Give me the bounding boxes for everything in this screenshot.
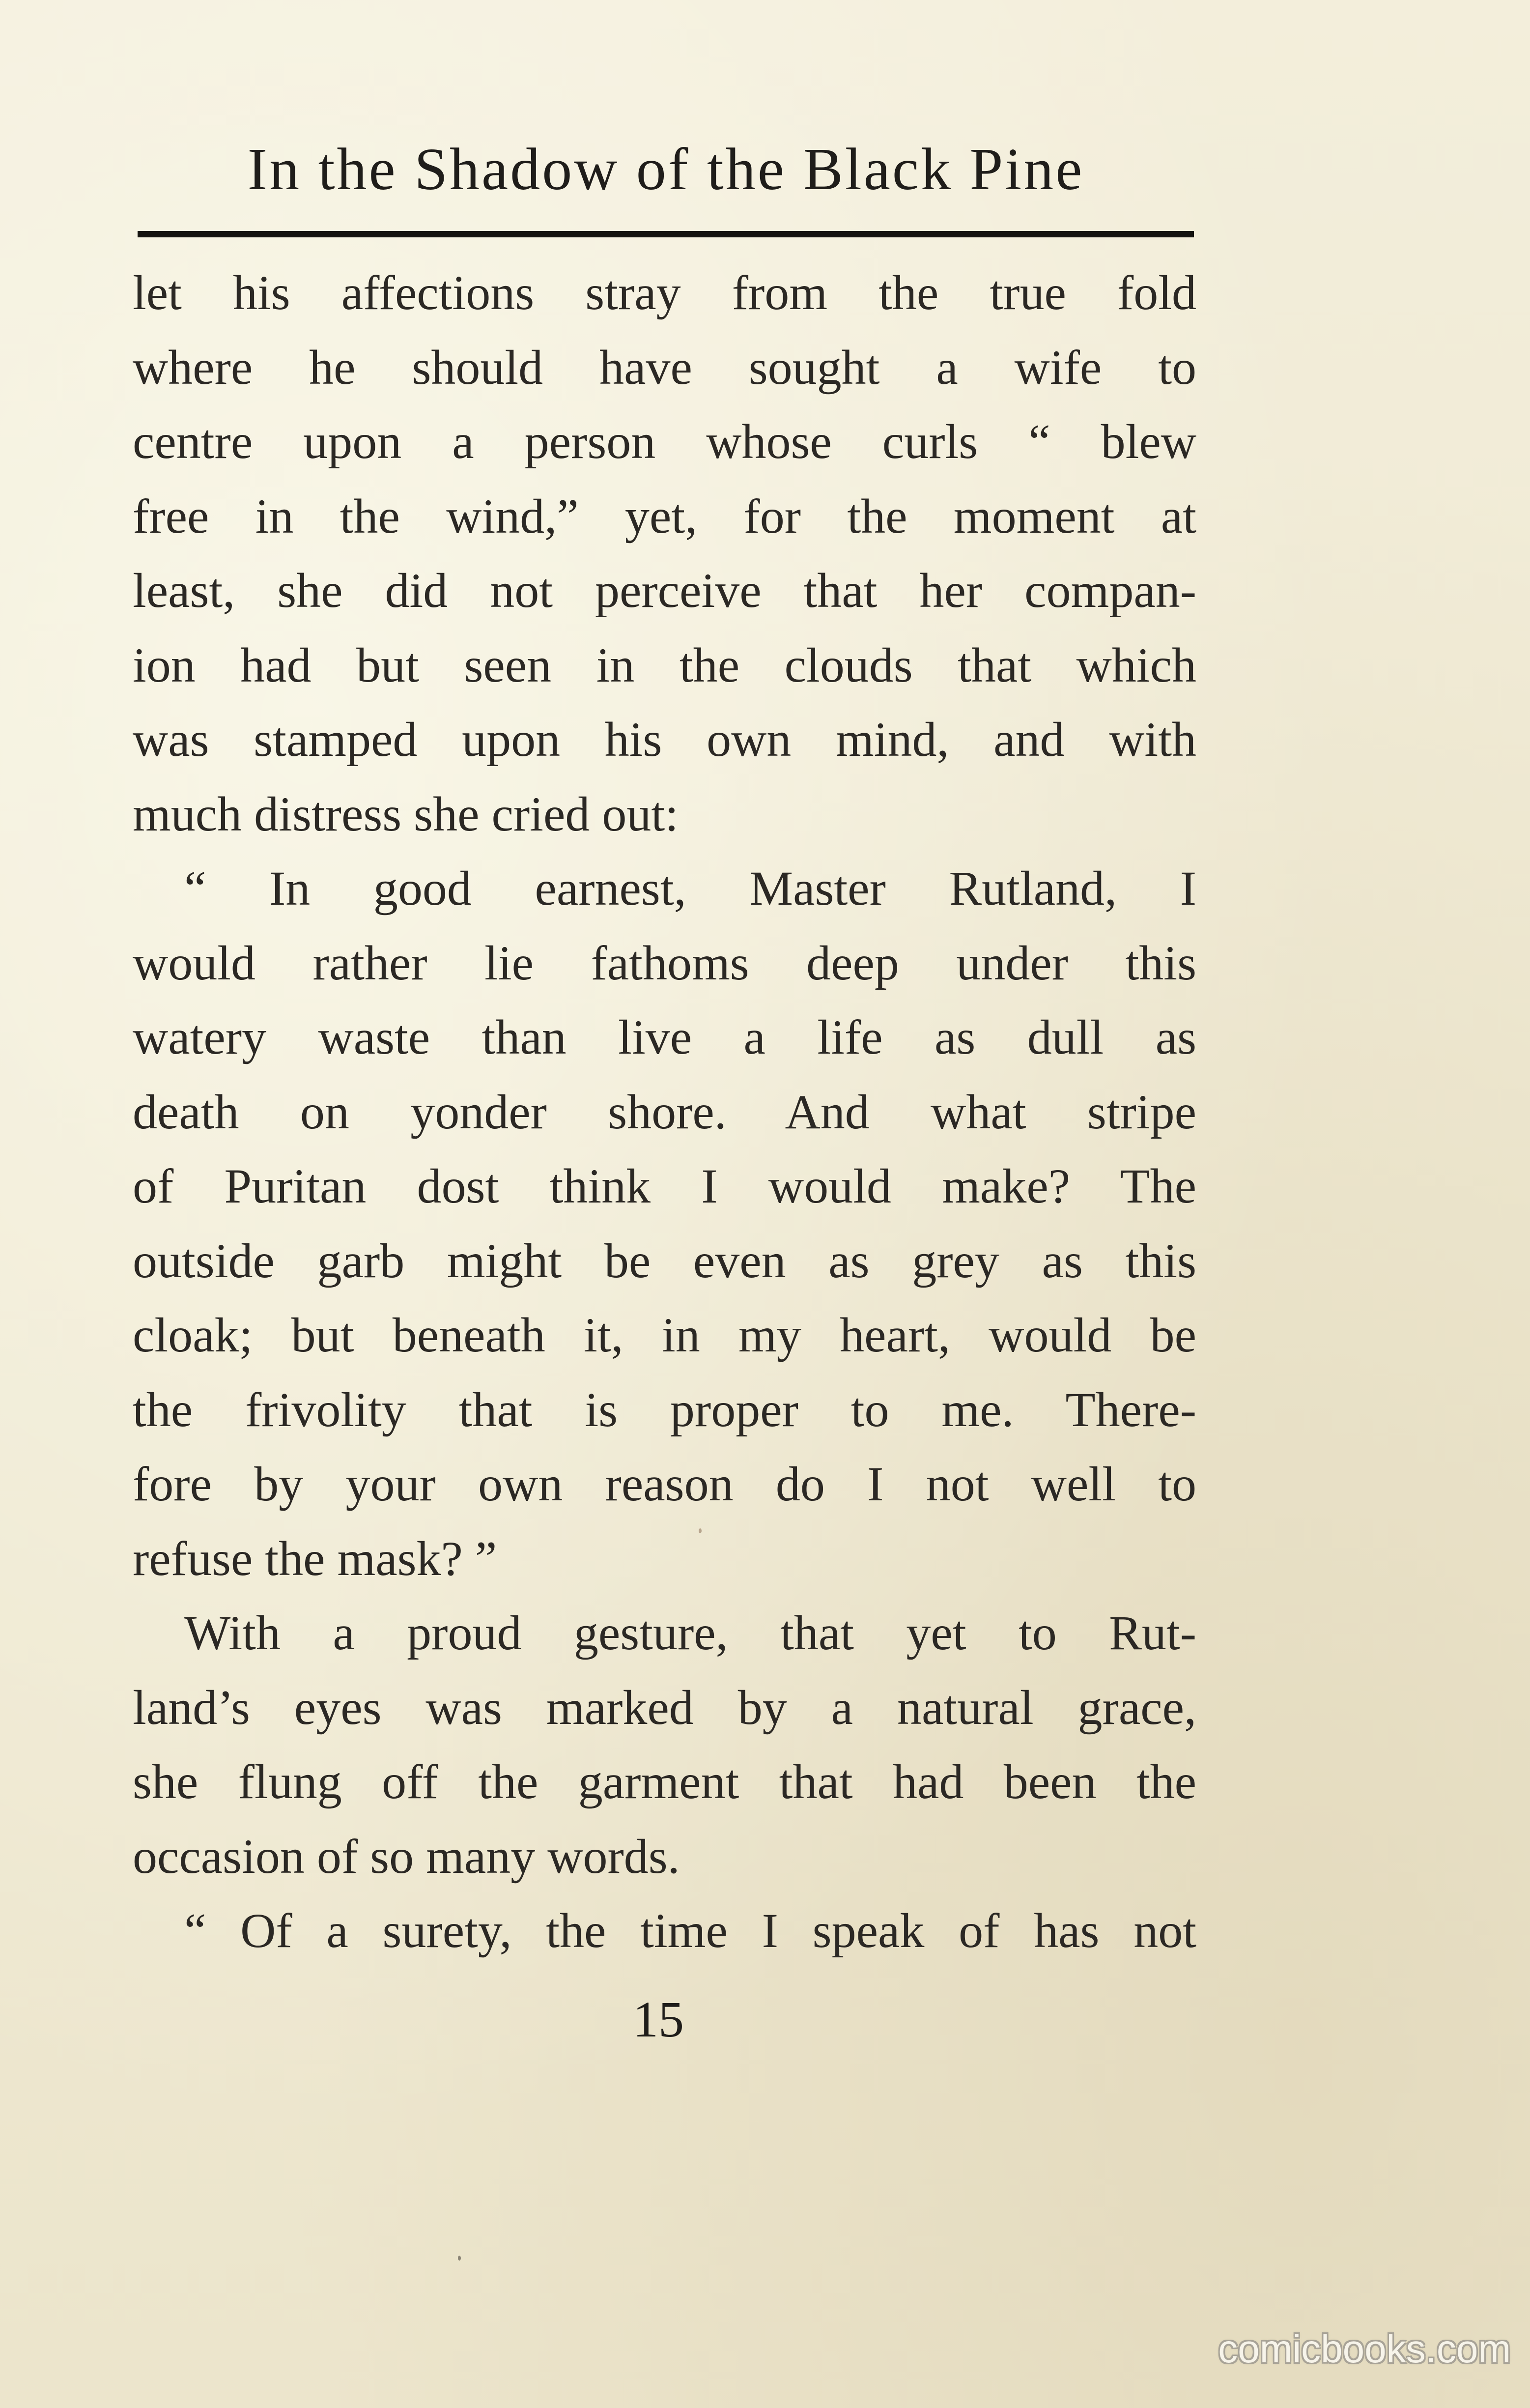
text-line: she flung off the garment that had been the	[133, 1754, 1196, 1809]
text-line: least, she did not perceive that her compan-	[133, 563, 1196, 618]
text-line: free in the wind,” yet, for the moment at	[133, 488, 1196, 544]
text-line: let his affections stray from the true fold	[133, 265, 1196, 320]
running-head: In the Shadow of the Black Pine	[247, 136, 1084, 202]
text-line: “ Of a surety, the time I speak of has not	[184, 1903, 1196, 1958]
text-line: centre upon a person whose curls “ blew	[133, 414, 1196, 469]
header-rule	[138, 231, 1194, 237]
text-line: refuse the mask? ”	[133, 1531, 497, 1586]
body-text	[133, 256, 1196, 1968]
text-line: would rather lie fathoms deep under this	[133, 935, 1196, 990]
text-line: where he should have sought a wife to	[133, 340, 1196, 395]
paper-speck	[458, 2256, 461, 2261]
text-line: the frivolity that is proper to me. There-	[133, 1382, 1196, 1437]
text-line: “ In good earnest, Master Rutland, I	[184, 861, 1196, 916]
text-line: land’s eyes was marked by a natural grace,	[133, 1680, 1196, 1735]
text-line: was stamped upon his own mind, and with	[133, 712, 1196, 767]
text-line: watery waste than live a life as dull as	[133, 1010, 1196, 1064]
text-line: of Puritan dost think I would make? The	[133, 1159, 1196, 1213]
watermark: comicbooks.com	[1218, 2327, 1511, 2371]
text-line: cloak; but beneath it, in my heart, would be	[133, 1308, 1196, 1362]
text-line: outside garb might be even as grey as this	[133, 1233, 1196, 1288]
text-line: fore by your own reason do I not well to	[133, 1457, 1196, 1511]
text-line: much distress she cried out:	[133, 786, 679, 841]
text-line: ion had but seen in the clouds that which	[133, 637, 1196, 692]
paper-speck	[699, 1528, 702, 1533]
text-line: With a proud gesture, that yet to Rut-	[184, 1605, 1196, 1660]
text-line: death on yonder shore. And what stripe	[133, 1084, 1196, 1139]
page-number: 15	[633, 1991, 684, 2048]
text-line: occasion of so many words.	[133, 1829, 680, 1884]
